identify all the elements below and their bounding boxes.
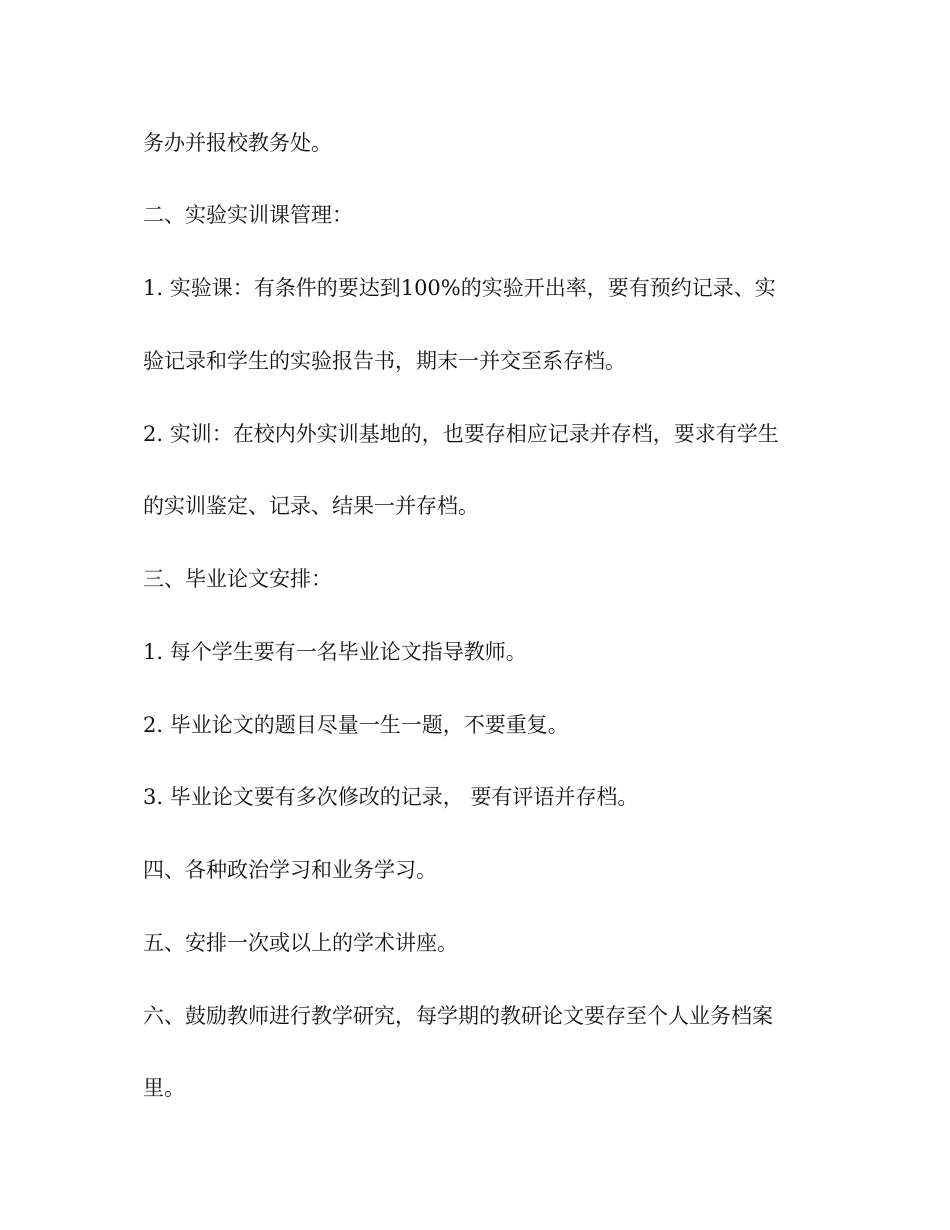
section-heading-6: 六、鼓励教师进行教学研究，每学期的教研论文要存至个人业务档案 <box>143 1004 773 1028</box>
text-line-14: 里。 <box>143 1076 185 1100</box>
text-line-4: 验记录和学生的实验报告书，期末一并交至系存档。 <box>143 349 626 373</box>
text-line-5: 2. 实训：在校内外实训基地的，也要存相应记录并存档，要求有学生 <box>143 422 779 446</box>
section-heading-4: 四、各种政治学习和业务学习。 <box>143 858 437 882</box>
section-heading-3: 三、毕业论文安排： <box>143 567 332 591</box>
text-line-6: 的实训鉴定、记录、结果一并存档。 <box>143 494 479 518</box>
text-line-8: 1. 每个学生要有一名毕业论文指导教师。 <box>143 640 527 664</box>
text-line-3: 1. 实验课：有条件的要达到100%的实验开出率，要有预约记录、实 <box>143 276 776 300</box>
text-line-1: 务办并报校教务处。 <box>143 131 332 155</box>
text-line-9: 2. 毕业论文的题目尽量一生一题，不要重复。 <box>143 713 569 737</box>
text-line-10: 3. 毕业论文要有多次修改的记录， 要有评语并存档。 <box>143 785 639 809</box>
section-heading-2: 二、实验实训课管理： <box>143 203 353 227</box>
section-heading-5: 五、安排一次或以上的学术讲座。 <box>143 931 458 955</box>
